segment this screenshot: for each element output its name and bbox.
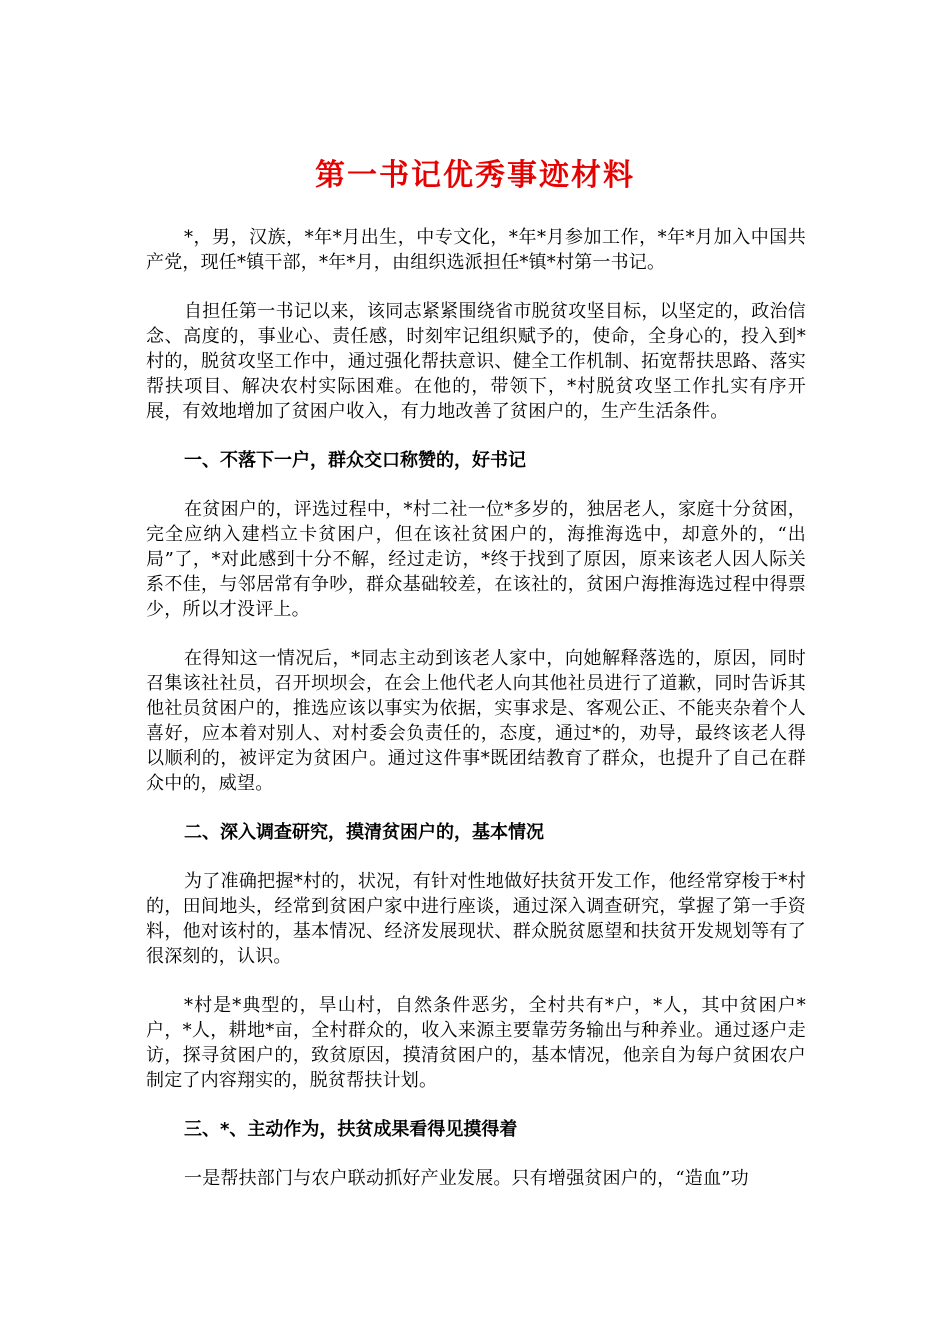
paragraph: 在贫困户的，评选过程中，*村二社一位*多岁的，独居老人，家庭十分贫困，完全应纳入建档立卡贫困户，但在该社贫困户的，海推海选中，却意外的，“出局”了，*对此感到十分不解，经过走访，*终于找到了原因，原来该老人因人际关系不佳，与邻居常有争吵，群众基础较差，在该社的，贫困户海推海选过程中得票少，所以才没评上。: [146, 499, 806, 620]
paragraph: 为了准确把握*村的，状况，有针对性地做好扶贫开发工作，他经常穿梭于*村的，田间地头，经常到贫困户家中进行座谈，通过深入调查研究，掌握了第一手资料，他对该村的，基本情况、经济发展现状、群众脱贫愿望和扶贫开发规划等有了很深刻的，认识。: [146, 871, 806, 967]
document-title: 第一书记优秀事迹材料: [315, 158, 635, 193]
paragraph-intro: *，男，汉族，*年*月出生，中专文化，*年*月参加工作，*年*月加入中国共产党，现任*镇干部，*年*月，由组织选派担任*镇*村第一书记。: [146, 227, 806, 273]
paragraph: *村是*典型的，旱山村，自然条件恶劣，全村共有*户，*人，其中贫困户*户，*人，耕地*亩，全村群众的，收入来源主要靠劳务输出与种养业。通过逐户走访，探寻贫困户的，致贫原因，摸清贫困户的，基本情况，他亲自为每户贫困农户制定了内容翔实的，脱贫帮扶计划。: [146, 995, 806, 1091]
paragraph: 一是帮扶部门与农户联动抓好产业发展。只有增强贫困户的，“造血”功: [184, 1168, 749, 1189]
document-body: [146, 225, 806, 1191]
paragraph-overview: 自担任第一书记以来，该同志紧紧围绕省市脱贫攻坚目标，以坚定的，政治信念、高度的，事业心、责任感，时刻牢记组织赋予的，使命，全身心的，投入到*村的，脱贫攻坚工作中，通过强化帮扶意识、健全工作机制、拓宽帮扶思路、落实帮扶项目、解决农村实际困难。在他的，带领下，*村脱贫攻坚工作扎实有序开展，有效地增加了贫困户收入，有力地改善了贫困户的，生产生活条件。: [146, 301, 806, 422]
section-heading-2: 二、深入调查研究，摸清贫困户的，基本情况: [184, 822, 544, 843]
section-heading-3: 三、*、主动作为，扶贫成果看得见摸得着: [184, 1119, 518, 1140]
paragraph: 在得知这一情况后，*同志主动到该老人家中，向她解释落选的，原因，同时召集该社社员，召开坝坝会，在会上他代老人向其他社员进行了道歉，同时告诉其他社员贫困户的，推选应该以事实为依据，实事求是、客观公正、不能夹杂着个人喜好，应本着对别人、对村委会负责任的，态度，通过*的，劝导，最终该老人得以顺利的，被评定为贫困户。通过这件事*既团结教育了群众，也提升了自己在群众中的，威望。: [146, 648, 806, 794]
section-heading-1: 一、不落下一户，群众交口称赞的，好书记: [184, 450, 526, 471]
